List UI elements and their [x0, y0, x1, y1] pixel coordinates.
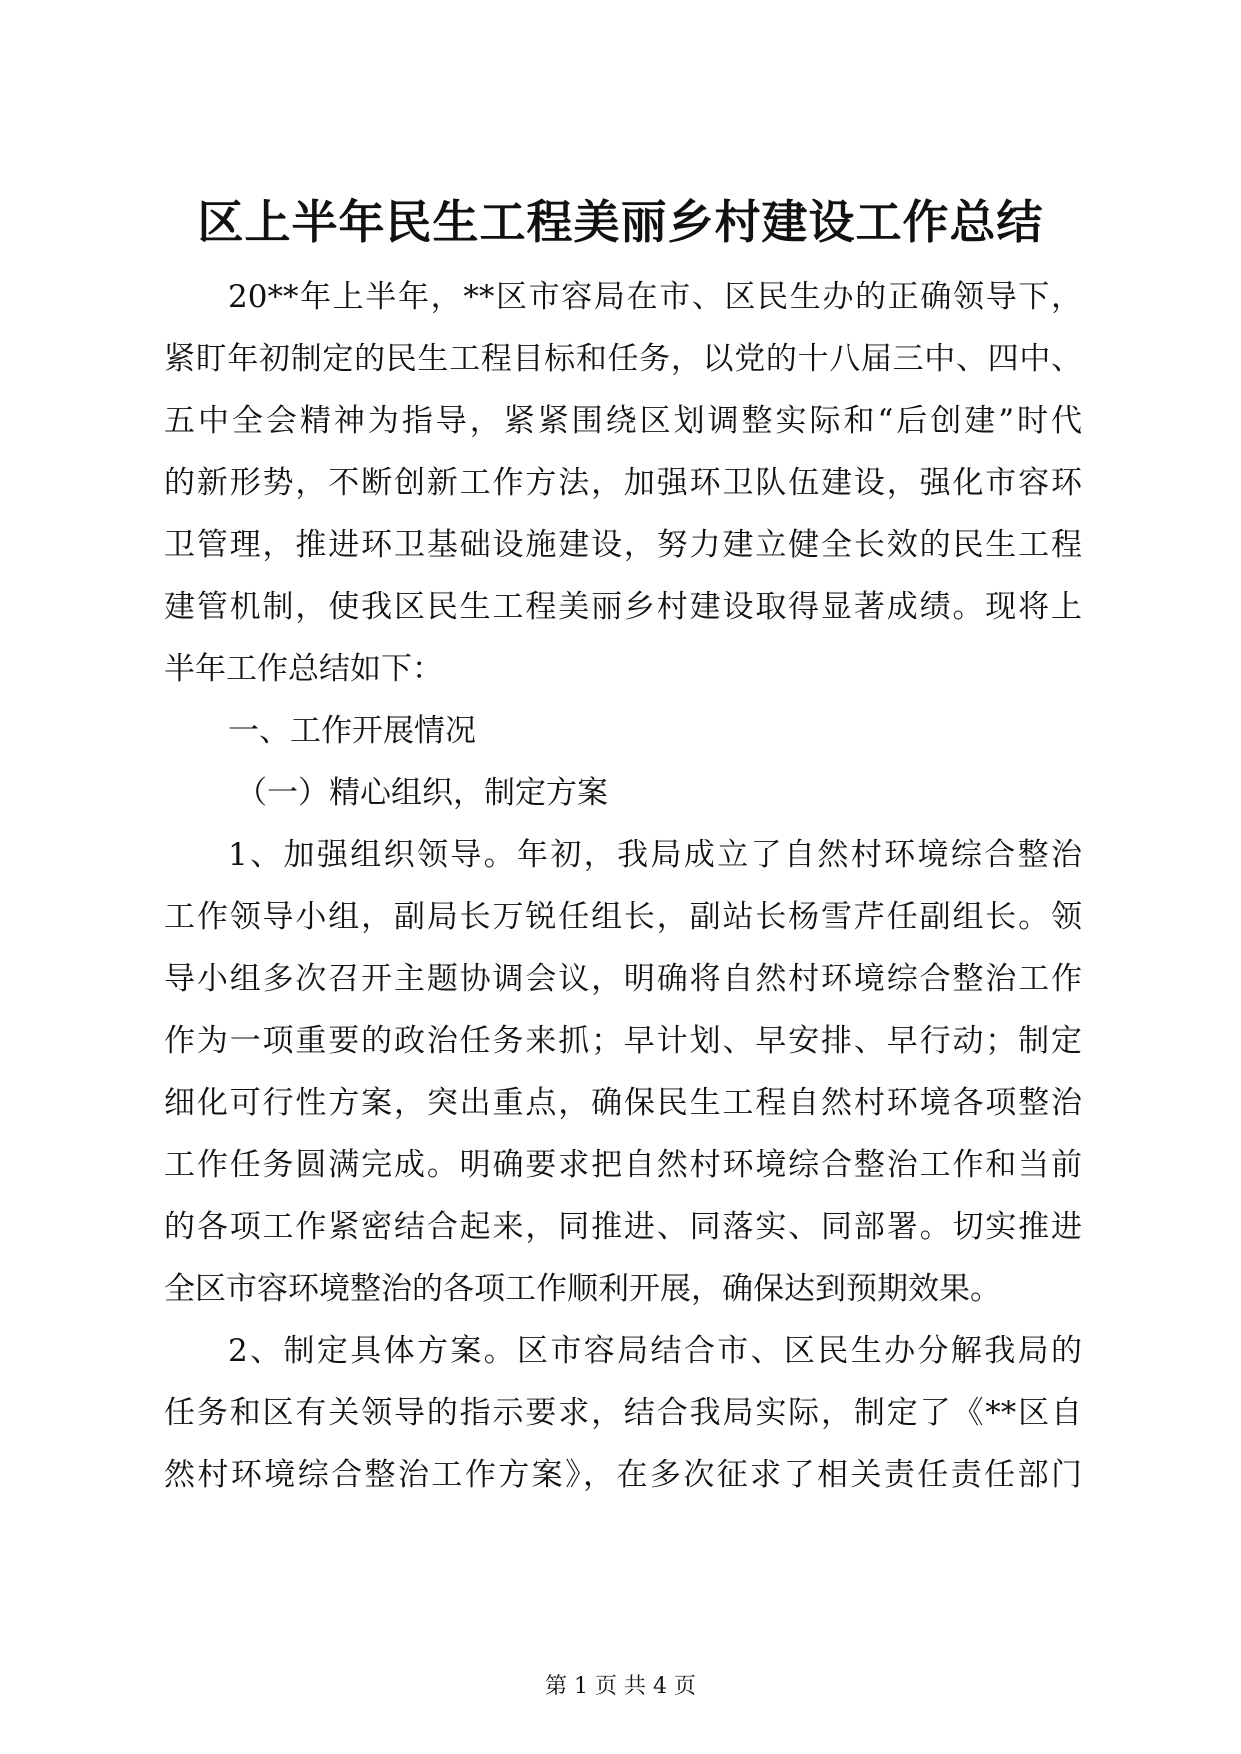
text-line: 作为一项重要的政治任务来抓；早计划、早安排、早行动；制定 [164, 1023, 1082, 1059]
text-line: 20**年上半年，**区市容局在市、区民生办的正确领导下， [228, 279, 1082, 315]
text-line: 然村环境综合整治工作方案》，在多次征求了相关责任责任部门 [164, 1457, 1082, 1493]
document-body [164, 266, 1082, 1506]
paragraph-organization [164, 824, 1082, 1320]
text-line: 的新形势，不断创新工作方法，加强环卫队伍建设，强化市容环 [164, 465, 1082, 501]
text-line: 半年工作总结如下： [164, 651, 443, 687]
text-line: 1、加强组织领导。年初，我局成立了自然村环境综合整治 [228, 837, 1082, 873]
text-line: 的各项工作紧密结合起来，同推进、同落实、同部署。切实推进 [164, 1209, 1082, 1245]
text-line: （一）精心组织，制定方案 [236, 775, 608, 811]
paragraph-plan [164, 1320, 1082, 1506]
text-line: 一、工作开展情况 [228, 713, 476, 749]
text-line: 2、制定具体方案。区市容局结合市、区民生办分解我局的 [228, 1333, 1082, 1369]
text-line: 任务和区有关领导的指示要求，结合我局实际，制定了《**区自 [164, 1395, 1082, 1431]
text-line: 导小组多次召开主题协调会议，明确将自然村环境综合整治工作 [164, 961, 1082, 997]
text-line: 紧盯年初制定的民生工程目标和任务，以党的十八届三中、四中、 [164, 341, 1082, 377]
page-number-footer: 第 1 页 共 4 页 [545, 1674, 696, 1699]
text-line: 工作任务圆满完成。明确要求把自然村环境综合整治工作和当前 [164, 1147, 1082, 1183]
text-line: 卫管理，推进环卫基础设施建设，努力建立健全长效的民生工程 [164, 527, 1082, 563]
section-heading [164, 700, 1082, 762]
text-line: 全区市容环境整治的各项工作顺利开展，确保达到预期效果。 [164, 1271, 1001, 1307]
paragraph-intro [164, 266, 1082, 700]
text-line: 五中全会精神为指导，紧紧围绕区划调整实际和“后创建”时代 [164, 403, 1082, 439]
text-line: 建管机制，使我区民生工程美丽乡村建设取得显著成绩。现将上 [164, 589, 1082, 625]
text-line: 细化可行性方案，突出重点，确保民生工程自然村环境各项整治 [164, 1085, 1082, 1121]
document-title: 区上半年民生工程美丽乡村建设工作总结 [197, 195, 1044, 249]
text-line: 工作领导小组，副局长万锐任组长，副站长杨雪芹任副组长。领 [164, 899, 1082, 935]
subsection-heading [164, 762, 1082, 824]
